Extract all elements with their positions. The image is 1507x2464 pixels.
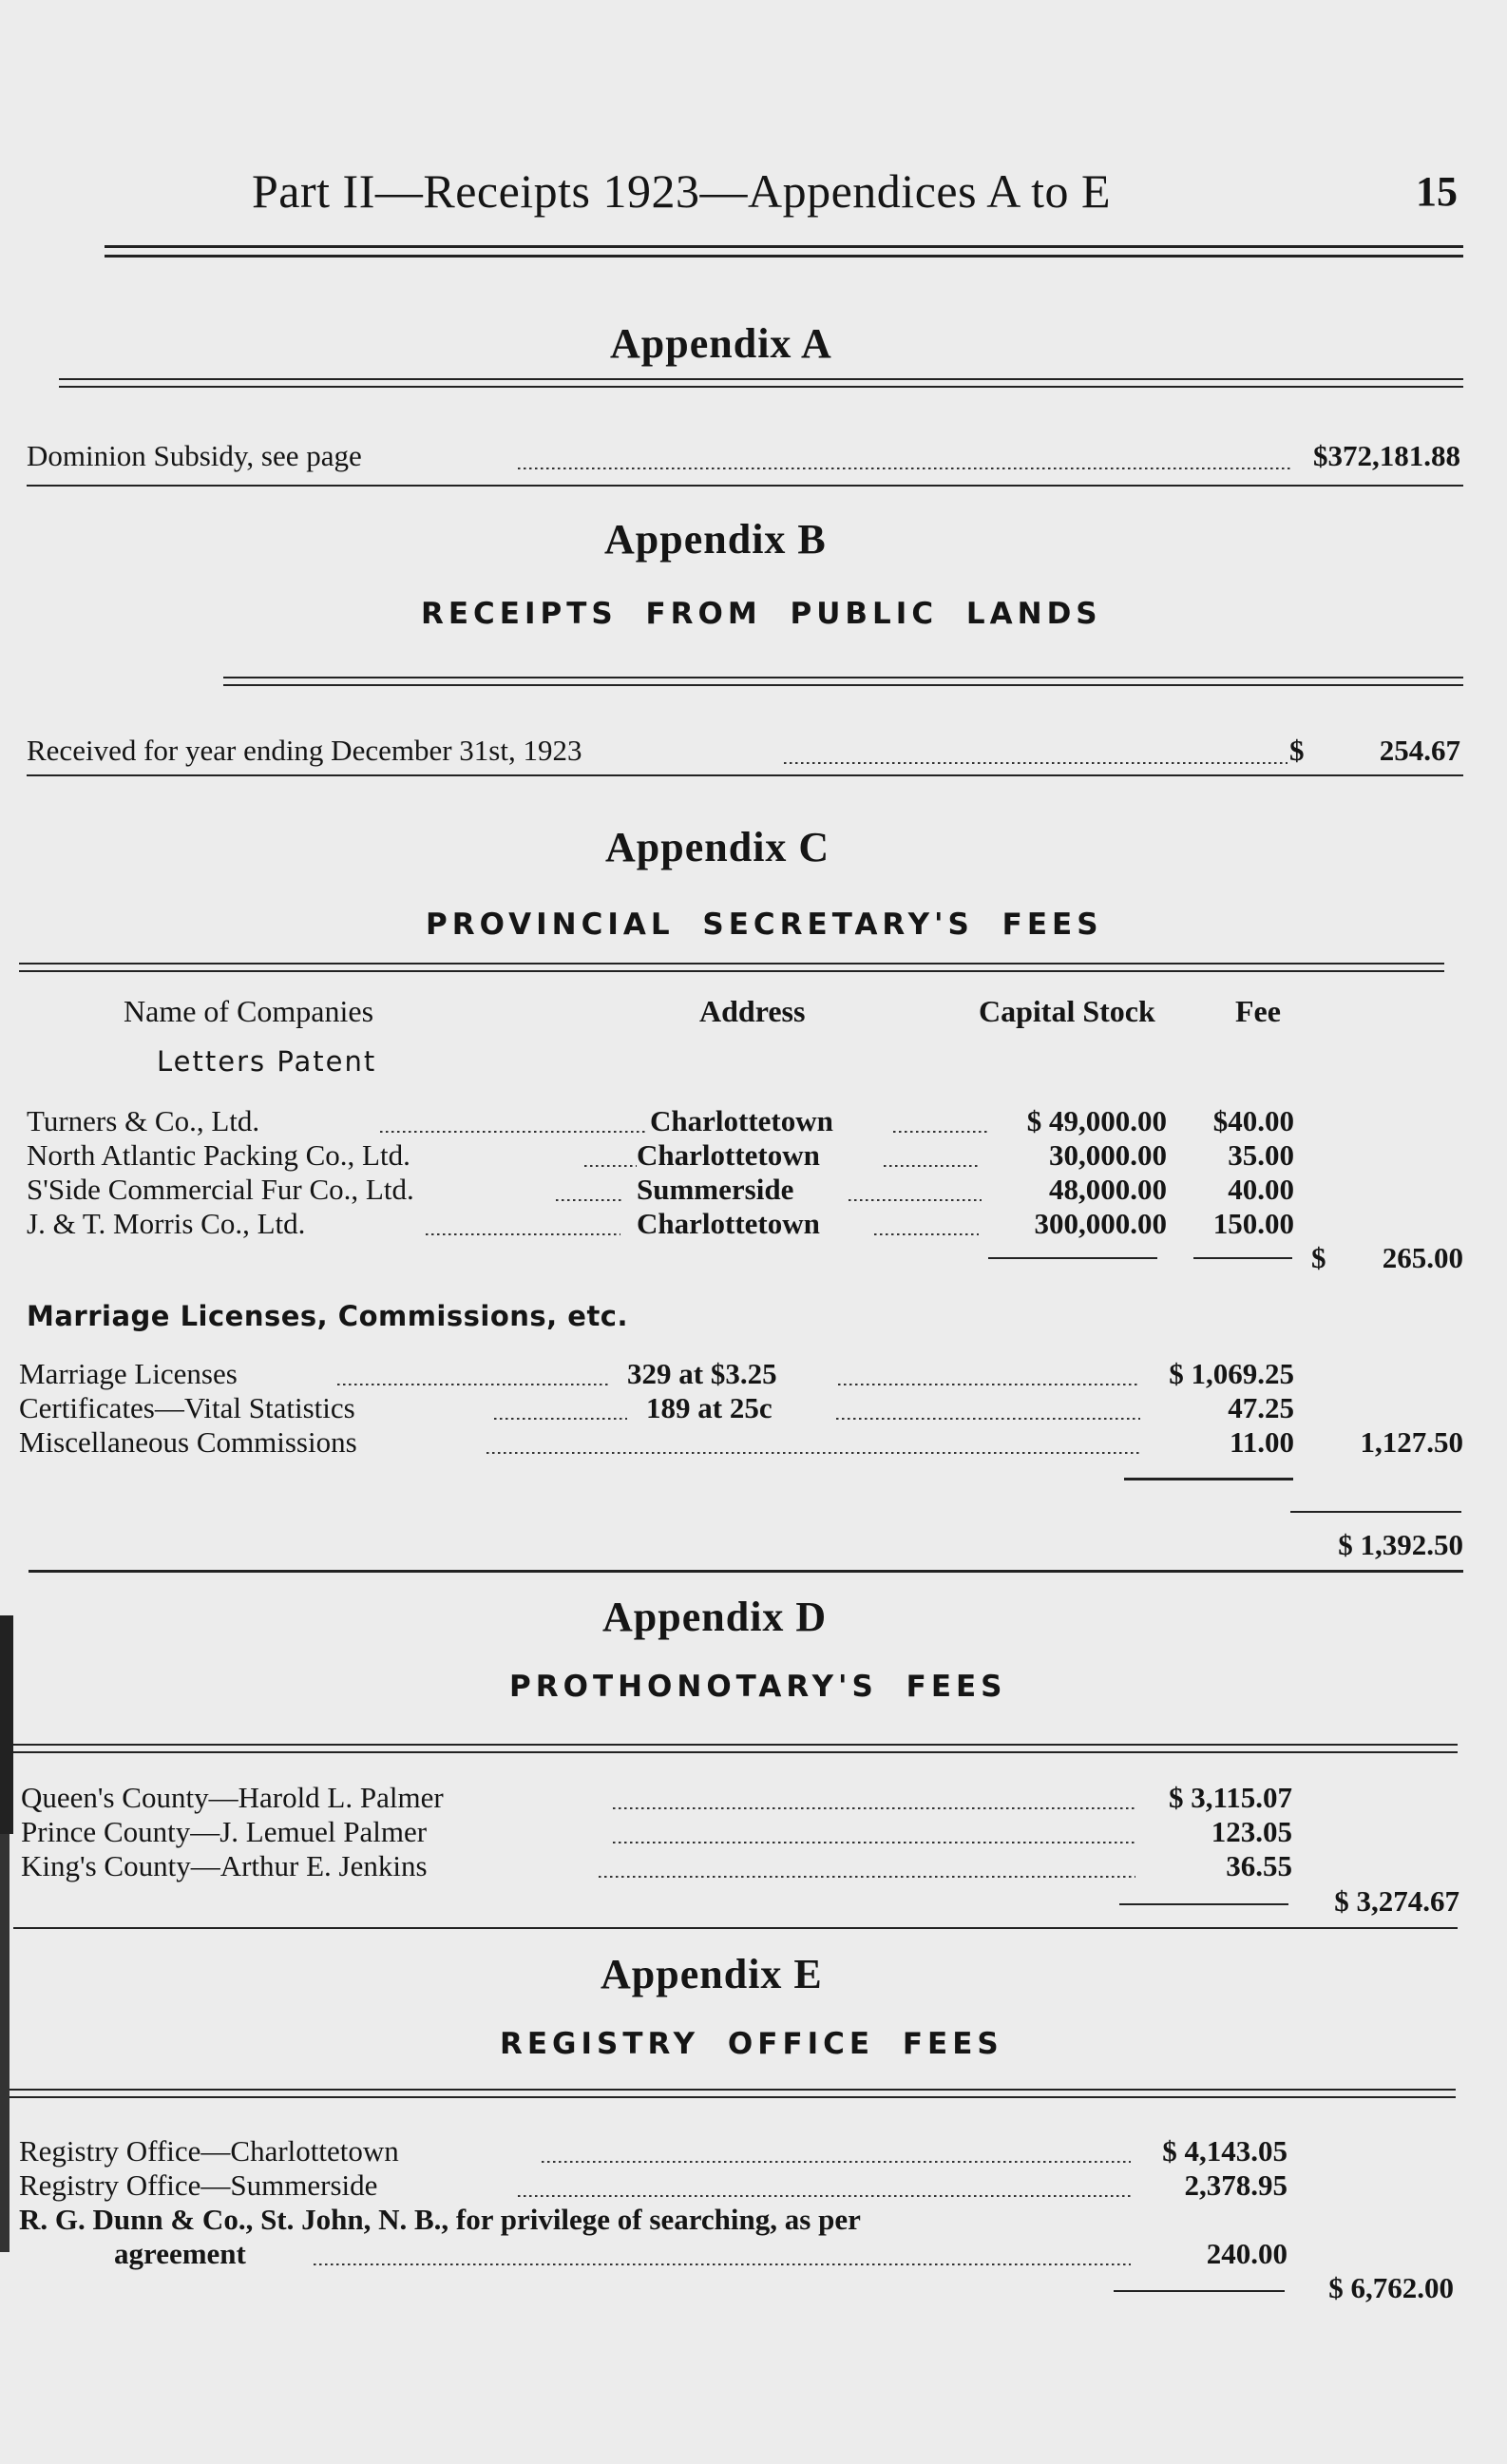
column-header-name: Name of Companies xyxy=(124,994,374,1028)
subtotal-rule-fee xyxy=(1193,1257,1292,1259)
appendix-c-bottom-rule xyxy=(29,1570,1463,1573)
appendix-b-subtitle: RECEIPTS FROM PUBLIC LANDS xyxy=(421,597,1102,631)
registry-item-amount: $ 4,143.05 xyxy=(1162,2134,1288,2168)
prothonotary-item-amount: 123.05 xyxy=(1211,1815,1292,1848)
appendix-e-subtitle: REGISTRY OFFICE FEES xyxy=(500,2027,1003,2061)
appendix-d-total: $ 3,274.67 xyxy=(1334,1884,1459,1918)
prothonotary-item-amount: 36.55 xyxy=(1226,1849,1292,1882)
registry-item-label: Registry Office—Summerside xyxy=(19,2168,378,2202)
marriage-item-amount: 47.25 xyxy=(1228,1391,1294,1424)
dot-leader xyxy=(784,762,1288,764)
company-row-address: Charlottetown xyxy=(650,1104,833,1137)
dot-leader xyxy=(884,1165,979,1167)
company-row-address: Summerside xyxy=(637,1173,794,1206)
appendix-a-rule xyxy=(59,386,1463,388)
appendix-a-rule xyxy=(59,378,1463,380)
prothonotary-item-label: King's County—Arthur E. Jenkins xyxy=(21,1849,428,1882)
company-row-name: S'Side Commercial Fur Co., Ltd. xyxy=(27,1173,414,1206)
page-header-title: Part II—Receipts 1923—Appendices A to E xyxy=(252,164,1112,218)
marriage-item-detail: 329 at $3.25 xyxy=(627,1357,777,1390)
company-row-capital: $ 49,000.00 xyxy=(1026,1104,1167,1137)
registry-total-rule xyxy=(1114,2290,1285,2292)
dot-leader xyxy=(518,468,1292,469)
prothonotary-item-amount: $ 3,115.07 xyxy=(1168,1781,1292,1814)
appendix-c-grand-total: $ 1,392.50 xyxy=(1338,1528,1463,1561)
dot-leader xyxy=(584,1165,637,1167)
prothonotary-item-label: Queen's County—Harold L. Palmer xyxy=(21,1781,444,1814)
company-row-fee: $40.00 xyxy=(1212,1104,1294,1137)
subtotal-rule-capital xyxy=(988,1257,1157,1259)
registry-item-amount: 2,378.95 xyxy=(1184,2168,1288,2202)
company-row-fee: 150.00 xyxy=(1212,1207,1294,1240)
company-row-address: Charlottetown xyxy=(637,1207,820,1240)
appendix-c-title: Appendix C xyxy=(605,824,830,870)
appendix-a-title: Appendix A xyxy=(610,320,832,367)
marriage-item-amount: 11.00 xyxy=(1229,1425,1294,1459)
company-row-capital: 30,000.00 xyxy=(1049,1138,1167,1172)
header-rule-bottom xyxy=(105,255,1463,258)
dot-leader xyxy=(893,1131,988,1133)
appendix-d-subtitle: PROTHONOTARY'S FEES xyxy=(509,1670,1007,1704)
appendix-c-rule xyxy=(19,963,1444,965)
dot-leader xyxy=(838,1384,1140,1385)
company-row-name: J. & T. Morris Co., Ltd. xyxy=(27,1207,306,1240)
appendix-b-bottom-rule xyxy=(27,774,1463,776)
prothonotary-total-rule xyxy=(1119,1903,1288,1905)
marriage-subtotal-rule xyxy=(1124,1478,1293,1480)
letters-patent-heading: Letters Patent xyxy=(157,1045,377,1078)
marriage-total: 1,127.50 xyxy=(1360,1425,1463,1459)
dot-leader xyxy=(613,1807,1135,1809)
column-header-address: Address xyxy=(699,994,806,1028)
dot-leader xyxy=(556,1199,622,1201)
appendix-c-subtitle: PROVINCIAL SECRETARY'S FEES xyxy=(426,907,1103,942)
company-row-name: North Atlantic Packing Co., Ltd. xyxy=(27,1138,410,1172)
appendix-b-rule xyxy=(223,677,1463,678)
page-number: 15 xyxy=(1416,168,1458,215)
dot-leader xyxy=(426,1233,620,1235)
appendix-b-title: Appendix B xyxy=(604,516,827,563)
letters-patent-total: 265.00 xyxy=(1382,1241,1463,1274)
dot-leader xyxy=(599,1876,1135,1878)
marriage-item-amount: $ 1,069.25 xyxy=(1169,1357,1294,1390)
appendix-b-line-amount: 254.67 xyxy=(1379,734,1460,767)
binding-edge-shadow xyxy=(0,1834,10,2252)
column-header-fee: Fee xyxy=(1235,994,1281,1028)
company-row-fee: 35.00 xyxy=(1228,1138,1294,1172)
company-row-fee: 40.00 xyxy=(1228,1173,1294,1206)
marriage-item-label: Miscellaneous Commissions xyxy=(19,1425,357,1459)
company-row-name: Turners & Co., Ltd. xyxy=(27,1104,260,1137)
appendix-e-rule xyxy=(10,2096,1456,2098)
registry-dunn-line: R. G. Dunn & Co., St. John, N. B., for privilege of searching, as per xyxy=(19,2203,861,2236)
dot-leader xyxy=(337,1384,608,1385)
dot-leader xyxy=(486,1452,1140,1454)
company-row-address: Charlottetown xyxy=(637,1138,820,1172)
appendix-c-rule xyxy=(19,970,1444,972)
prothonotary-item-label: Prince County—J. Lemuel Palmer xyxy=(21,1815,428,1848)
appendix-d-rule xyxy=(13,1744,1458,1746)
marriage-item-label: Marriage Licenses xyxy=(19,1357,238,1390)
dot-leader xyxy=(836,1418,1140,1420)
dot-leader xyxy=(874,1233,979,1235)
marriage-licenses-heading: Marriage Licenses, Commissions, etc. xyxy=(27,1300,629,1332)
appendix-d-rule xyxy=(13,1751,1458,1753)
dot-leader xyxy=(849,1199,982,1201)
grand-total-rule xyxy=(1290,1511,1461,1513)
company-row-capital: 300,000.00 xyxy=(1034,1207,1167,1240)
column-header-capital-stock: Capital Stock xyxy=(979,994,1155,1028)
dot-leader xyxy=(494,1418,627,1420)
appendix-e-total: $ 6,762.00 xyxy=(1328,2271,1454,2304)
dot-leader xyxy=(380,1131,646,1133)
appendix-a-bottom-rule xyxy=(27,485,1463,487)
marriage-item-label: Certificates—Vital Statistics xyxy=(19,1391,355,1424)
appendix-a-line-amount: $372,181.88 xyxy=(1313,439,1460,472)
registry-item-label: Registry Office—Charlottetown xyxy=(19,2134,399,2168)
appendix-e-rule xyxy=(10,2089,1456,2091)
registry-dunn-amount: 240.00 xyxy=(1206,2237,1288,2270)
appendix-d-bottom-rule xyxy=(13,1927,1458,1929)
appendix-e-title: Appendix E xyxy=(601,1951,823,1997)
header-rule-top xyxy=(105,245,1463,248)
dot-leader xyxy=(314,2263,1131,2265)
appendix-a-line-label: Dominion Subsidy, see page xyxy=(27,439,362,472)
dot-leader xyxy=(542,2161,1131,2163)
binding-edge-shadow xyxy=(0,1615,13,1834)
dot-leader xyxy=(518,2195,1131,2197)
letters-patent-total-currency: $ xyxy=(1311,1241,1326,1274)
company-row-capital: 48,000.00 xyxy=(1049,1173,1167,1206)
appendix-b-currency: $ xyxy=(1289,734,1305,767)
appendix-d-title: Appendix D xyxy=(602,1594,828,1640)
appendix-b-rule xyxy=(223,684,1463,686)
registry-dunn-line-continued: agreement xyxy=(114,2237,246,2270)
marriage-item-detail: 189 at 25c xyxy=(646,1391,773,1424)
appendix-b-line-label: Received for year ending December 31st, 1923 xyxy=(27,734,582,767)
dot-leader xyxy=(613,1842,1135,1843)
